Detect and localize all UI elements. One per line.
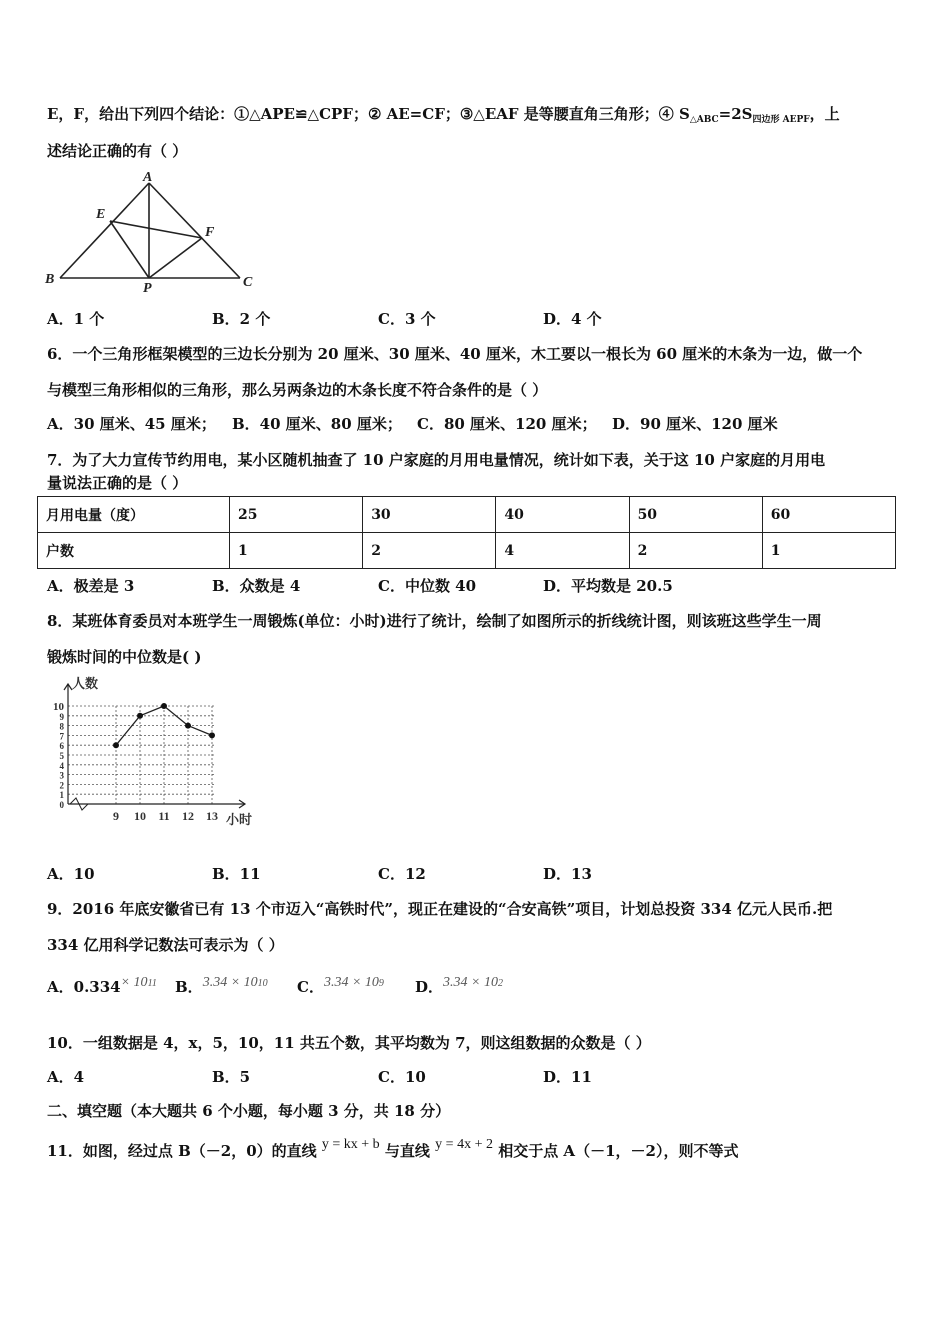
data-point	[185, 723, 191, 729]
table-cell: 40	[496, 497, 629, 533]
q10-option-d: D．11	[543, 1068, 592, 1086]
q6-option-b: B．40 厘米、80 厘米；	[232, 415, 402, 433]
table-cell: 50	[629, 497, 762, 533]
q6-option-d: D．90 厘米、120 厘米	[612, 415, 778, 433]
y-axis-label: 人数	[72, 676, 99, 691]
q9-option-c: C．$3.34 \times 10^9$	[297, 975, 384, 996]
q7-option-d: D．平均数是 20.5	[543, 577, 673, 595]
table-row	[38, 497, 896, 533]
q9-option-b: B．$3.34 \times 10^{10}$	[175, 975, 268, 996]
table-cell: 4	[496, 533, 629, 569]
x-tick-label: 13	[206, 809, 218, 823]
y-tick-label: 8	[59, 721, 64, 732]
label-b: B	[45, 272, 55, 287]
q6-option-c: C．80 厘米、120 厘米；	[417, 415, 597, 433]
q10-option-b: B．5	[212, 1068, 251, 1086]
y-tick-label: 4	[59, 760, 64, 771]
y-tick-label: 0	[59, 800, 64, 810]
y-tick-label: 6	[59, 741, 64, 752]
q5-option-a: A．1 个	[47, 310, 105, 328]
q7-line2: 量说法正确的是（ ）	[47, 474, 188, 492]
data-point	[113, 742, 119, 748]
label-p: P	[143, 281, 152, 296]
table-cell: 2	[363, 533, 496, 569]
table-cell: 户数	[38, 533, 230, 569]
section2-heading: 二、填空题（本大题共 6 个小题，每小题 3 分，共 18 分）	[47, 1102, 451, 1120]
q9-option-a: A．$0.334\times 10^{11}$	[47, 975, 157, 996]
q8-option-b: B．11	[212, 865, 261, 883]
y-tick-label: 2	[59, 780, 64, 791]
q6-option-a: A．30 厘米、45 厘米；	[47, 415, 216, 433]
q5-line2: 述结论正确的有（ ）	[47, 142, 188, 160]
q7-option-a: A．极差是 3	[47, 577, 135, 595]
table-cell: 月用电量（度）	[38, 497, 230, 533]
y-tick-label: 5	[59, 751, 64, 761]
table-cell: 30	[363, 497, 496, 533]
x-tick-label: 9	[113, 809, 119, 823]
x-axis-label: 小时	[226, 812, 253, 827]
q8-option-c: C．12	[378, 865, 426, 883]
label-a: A	[143, 170, 153, 185]
q6-line1: 6．一个三角形框架模型的三边长分别为 20 厘米、30 厘米、40 厘米，木工要以一根长为 60 厘米的木条为一边，做一个	[47, 345, 863, 363]
q6-line2: 与模型三角形相似的三角形，那么另两条边的木条长度不符合条件的是（ ）	[47, 381, 548, 399]
q7-electricity-table	[37, 496, 896, 569]
q7-line1: 7．为了大力宣传节约用电，某小区随机抽查了 10 户家庭的月用电量情况，统计如下表，关于这 10 户家庭的月用电	[47, 451, 826, 469]
q9-line1: 9．2016 年底安徽省已有 13 个市迈入“高铁时代”，现正在建设的“合安高铁”项目，计划总投资 334 亿元人民币.把	[47, 900, 833, 918]
y-tick-label: 9	[59, 711, 64, 722]
q8-option-a: A．10	[47, 865, 95, 883]
q5-option-b: B．2 个	[212, 310, 271, 328]
x-tick-label: 11	[158, 809, 170, 823]
q8-option-d: D．13	[543, 865, 592, 883]
q5-triangle-figure	[40, 168, 260, 298]
data-point	[137, 713, 143, 719]
x-tick-label: 10	[134, 809, 146, 823]
q8-line-chart	[40, 672, 270, 832]
table-cell: 1	[762, 533, 895, 569]
q11-line1: 11．如图，经过点 B（－2，0）的直线 y = kx + b 与直线 y = 4x + 2 相交于点 A（－1，－2），则不等式	[47, 1137, 739, 1160]
q9-line2: 334 亿用科学记数法可表示为（ ）	[47, 936, 284, 954]
y-tick-label: 1	[59, 790, 64, 801]
data-point	[209, 732, 215, 738]
q8-line1: 8．某班体育委员对本班学生一周锻炼(单位：小时)进行了统计，绘制了如图所示的折线统计图，则该班这些学生一周	[47, 612, 822, 630]
q5-option-d: D．4 个	[543, 310, 602, 328]
y-tick-label: 7	[59, 731, 64, 742]
q10-option-c: C．10	[378, 1068, 426, 1086]
label-f: F	[205, 225, 215, 240]
table-cell: 2	[629, 533, 762, 569]
q9-option-d: D．$3.34 \times 10^2$	[415, 975, 503, 996]
label-c: C	[243, 275, 253, 290]
table-row	[38, 533, 896, 569]
x-tick-label: 12	[182, 809, 194, 823]
q10-line1: 10．一组数据是 4，x，5，10，11 共五个数，其平均数为 7，则这组数据的众数是（ ）	[47, 1034, 651, 1052]
q7-option-b: B．众数是 4	[212, 577, 301, 595]
y-tick-label: 10	[53, 701, 64, 713]
q7-option-c: C．中位数 40	[378, 577, 477, 595]
q5-line1: E，F，给出下列四个结论：①△APE≌△CPF；② AE=CF；③△EAF 是等腰直角三角形；④ $S_{\triangle ABC}=2S_{四边形 AEPF}$，上	[47, 105, 840, 125]
table-cell: 1	[230, 533, 363, 569]
label-e: E	[96, 207, 106, 222]
q5-option-c: C．3 个	[378, 310, 436, 328]
data-point	[161, 703, 167, 709]
q8-line2: 锻炼时间的中位数是( )	[47, 648, 202, 666]
q10-option-a: A．4	[47, 1068, 85, 1086]
table-cell: 25	[230, 497, 363, 533]
y-tick-label: 3	[59, 770, 64, 781]
table-cell: 60	[762, 497, 895, 533]
